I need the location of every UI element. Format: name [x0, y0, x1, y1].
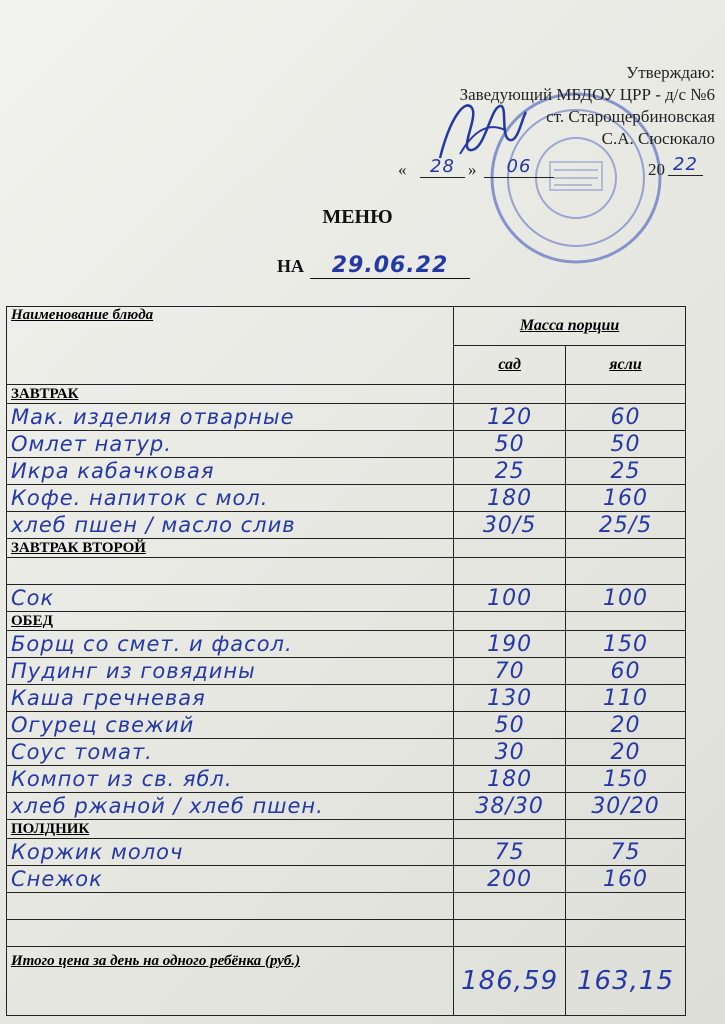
portion-sad: 100 [454, 585, 566, 612]
table-row [7, 766, 686, 793]
portion-yasli: 160 [566, 866, 686, 893]
portion-sad: 75 [454, 839, 566, 866]
empty-cell [566, 820, 686, 839]
table-row [7, 866, 686, 893]
portion-sad: 180 [454, 485, 566, 512]
section-title: ЗАВТРАК ВТОРОЙ [7, 539, 454, 558]
table-row [7, 739, 686, 766]
approval-day: 28 [420, 156, 465, 178]
dish-name [7, 920, 454, 947]
approval-year-prefix: 20 [648, 160, 665, 179]
header-sad: сад [454, 346, 566, 385]
total-sad: 186,59 [454, 947, 566, 1016]
portion-yasli: 75 [566, 839, 686, 866]
approval-date [398, 156, 703, 186]
empty-cell [566, 385, 686, 404]
dish-name: Пудинг из говядины [7, 658, 454, 685]
quote-close: » [468, 160, 477, 179]
table-row [7, 458, 686, 485]
dish-name: Каша гречневая [7, 685, 454, 712]
date-label: НА [277, 256, 304, 276]
portion-yasli: 30/20 [566, 793, 686, 820]
portion-yasli: 60 [566, 404, 686, 431]
dish-name: хлеб пшен / масло слив [7, 512, 454, 539]
table-row [7, 920, 686, 947]
empty-cell [566, 539, 686, 558]
portion-sad: 50 [454, 712, 566, 739]
dish-name: хлеб ржаной / хлеб пшен. [7, 793, 454, 820]
portion-sad [454, 893, 566, 920]
section-header-row [7, 385, 686, 404]
table-row [7, 685, 686, 712]
section-title: ЗАВТРАК [7, 385, 454, 404]
table-row [7, 431, 686, 458]
table-row [7, 485, 686, 512]
approval-title: Утверждаю: [626, 63, 715, 82]
approval-block [460, 62, 715, 150]
header-portion-mass: Масса порции [454, 307, 686, 346]
portion-sad: 180 [454, 766, 566, 793]
table-row [7, 512, 686, 539]
portion-sad: 30 [454, 739, 566, 766]
portion-sad: 130 [454, 685, 566, 712]
total-row [7, 947, 686, 1016]
portion-yasli: 25 [566, 458, 686, 485]
portion-sad [454, 920, 566, 947]
table-row [7, 585, 686, 612]
portion-yasli: 20 [566, 739, 686, 766]
portion-yasli: 20 [566, 712, 686, 739]
table-row [7, 893, 686, 920]
quote-open: « [398, 160, 407, 179]
portion-sad: 25 [454, 458, 566, 485]
empty-cell [454, 539, 566, 558]
empty-cell [454, 820, 566, 839]
section-title: ПОЛДНИК [7, 820, 454, 839]
portion-sad: 120 [454, 404, 566, 431]
portion-sad: 38/30 [454, 793, 566, 820]
header-yasli: ясли [566, 346, 686, 385]
page-title: МЕНЮ [322, 206, 393, 228]
table-row [7, 793, 686, 820]
portion-sad: 70 [454, 658, 566, 685]
table-row [7, 404, 686, 431]
menu-date [277, 253, 470, 279]
section-header-row [7, 820, 686, 839]
approval-name: С.А. Сюсюкало [601, 129, 715, 148]
dish-name: Мак. изделия отварные [7, 404, 454, 431]
portion-yasli [566, 893, 686, 920]
dish-name: Снежок [7, 866, 454, 893]
portion-yasli: 60 [566, 658, 686, 685]
approval-year: 22 [668, 154, 703, 176]
table-row [7, 558, 686, 585]
dish-name [7, 558, 454, 585]
table-row [7, 839, 686, 866]
date-value: 29.06.22 [310, 253, 470, 279]
portion-sad [454, 558, 566, 585]
table-row [7, 712, 686, 739]
approval-position: Заведующий МБДОУ ЦРР - д/с №6 [459, 85, 715, 104]
portion-yasli: 150 [566, 631, 686, 658]
dish-name: Соус томат. [7, 739, 454, 766]
portion-yasli [566, 558, 686, 585]
dish-name: Омлет натур. [7, 431, 454, 458]
approval-month: 06 [484, 156, 554, 178]
dish-name: Борщ со смет. и фасол. [7, 631, 454, 658]
portion-yasli: 110 [566, 685, 686, 712]
portion-sad: 190 [454, 631, 566, 658]
portion-yasli: 160 [566, 485, 686, 512]
portion-sad: 200 [454, 866, 566, 893]
dish-name: Кофе. напиток с мол. [7, 485, 454, 512]
portion-yasli: 100 [566, 585, 686, 612]
total-label: Итого цена за день на одного ребёнка (руб.) [7, 947, 454, 1016]
section-header-row [7, 612, 686, 631]
portion-yasli: 25/5 [566, 512, 686, 539]
empty-cell [454, 385, 566, 404]
menu-body [7, 385, 686, 947]
table-row [7, 631, 686, 658]
empty-cell [454, 612, 566, 631]
dish-name: Компот из св. ябл. [7, 766, 454, 793]
approval-location: ст. Старощербиновская [546, 107, 715, 126]
table-row [7, 658, 686, 685]
section-header-row [7, 539, 686, 558]
empty-cell [566, 612, 686, 631]
dish-name [7, 893, 454, 920]
portion-yasli [566, 920, 686, 947]
header-dish-name: Наименование блюда [7, 307, 454, 385]
menu-table [6, 306, 686, 1016]
dish-name: Сок [7, 585, 454, 612]
portion-sad: 50 [454, 431, 566, 458]
dish-name: Икра кабачковая [7, 458, 454, 485]
dish-name: Коржик молоч [7, 839, 454, 866]
portion-sad: 30/5 [454, 512, 566, 539]
section-title: ОБЕД [7, 612, 454, 631]
dish-name: Огурец свежий [7, 712, 454, 739]
portion-yasli: 150 [566, 766, 686, 793]
total-yasli: 163,15 [566, 947, 686, 1016]
portion-yasli: 50 [566, 431, 686, 458]
